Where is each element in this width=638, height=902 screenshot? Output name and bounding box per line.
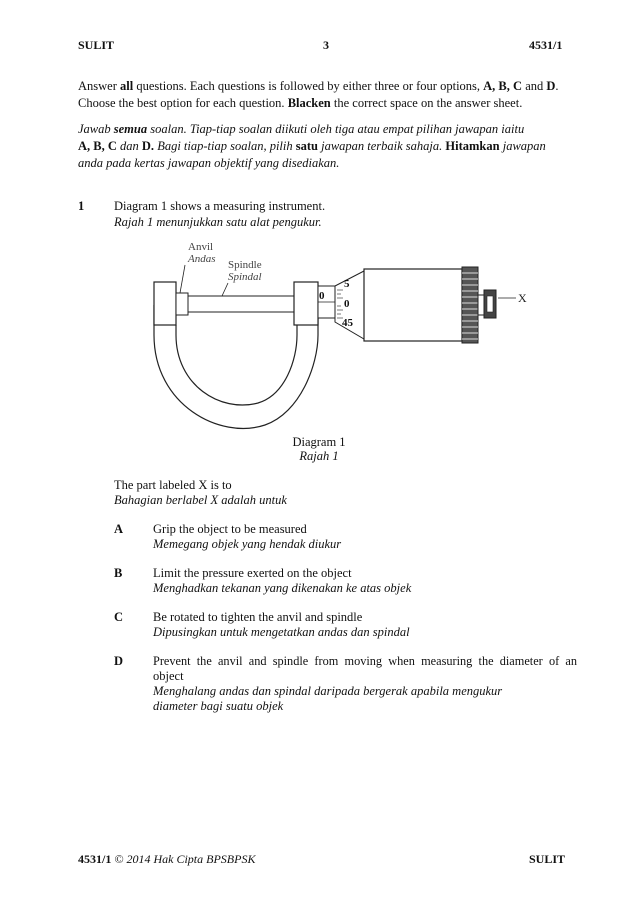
instructions-en: Answer all questions. Each questions is followed by either three or four options, A, B, C and D. Choose the best option for each question. Blacken the correct space on the answer sheet. [78, 79, 559, 110]
thimble-scale-5: 5 [344, 278, 350, 290]
option-text-en-line2: object [153, 669, 184, 683]
anvil-label: Anvil [188, 241, 214, 253]
thimble-scale-0: 0 [344, 298, 350, 310]
header-right: 4531/1 [529, 38, 563, 52]
instructions-ms: Jawab semua soalan. Tiap-tiap soalan diikuti oleh tiga atau empat pilihan jawapan iaitu A, B, C dan D. Bagi tiap-tiap soalan, pilih satu jawapan terbaik sahaja. Hitamkan jawapan anda pada kertas jawapan objektif yang disediakan. [78, 122, 546, 170]
frame-left-block [154, 282, 176, 325]
option-text-en-line1: Prevent the anvil and spindle from moving when measuring the diameter of an [153, 654, 577, 668]
micrometer-diagram [140, 235, 550, 435]
frame-right-block [294, 282, 318, 325]
option-text-ms-line2: diameter bagi suatu objek [153, 699, 284, 713]
question-stem-ms: Rajah 1 menunjukkan satu alat pengukur. [114, 215, 322, 229]
ratchet-stem [478, 295, 484, 315]
question-stem-en: Diagram 1 shows a measuring instrument. [114, 199, 326, 213]
micrometer-frame [154, 305, 318, 428]
sleeve-scale-zero: 0 [319, 290, 325, 302]
header-left: SULIT [78, 38, 115, 52]
footer-left: 4531/1 © 2014 Hak Cipta BPSBPSK [78, 852, 256, 866]
option-text-en: Be rotated to tighten the anvil and spindle [153, 610, 363, 624]
option-text-en: Limit the pressure exerted on the object [153, 566, 352, 580]
anvil-label-ms: Andas [188, 253, 216, 265]
spindle-label-ms: Spindal [228, 271, 262, 283]
thimble [364, 269, 462, 341]
option-text-ms: Memegang objek yang hendak diukur [153, 537, 342, 551]
diagram-caption-en: Diagram 1 [292, 435, 346, 449]
option-text-en: Grip the object to be measured [153, 522, 307, 536]
page-number: 3 [323, 38, 329, 52]
anvil [176, 293, 188, 315]
question-prompt-en: The part labeled X is to [114, 478, 232, 492]
thimble-scale-45: 45 [342, 317, 353, 329]
question-number: 1 [78, 199, 85, 213]
option-letter: B [114, 566, 123, 580]
spindle [188, 296, 294, 312]
diagram-caption-ms: Rajah 1 [299, 449, 339, 463]
question-prompt-ms: Bahagian berlabel X adalah untuk [114, 493, 287, 507]
option-text-ms-line1: Menghalang andas dan spindal daripada bergerak apabila mengukur [153, 684, 503, 698]
option-letter: C [114, 610, 124, 624]
footer-right: SULIT [529, 852, 566, 866]
option-letter: D [114, 654, 124, 668]
option-text-ms: Menghadkan tekanan yang dikenakan ke atas objek [153, 581, 412, 595]
option-letter: A [114, 522, 124, 536]
option-text-ms: Dipusingkan untuk mengetatkan andas dan spindal [153, 625, 410, 639]
knurled-ring [462, 267, 478, 343]
spindle-label: Spindle [228, 259, 262, 271]
x-label: X [518, 291, 527, 305]
